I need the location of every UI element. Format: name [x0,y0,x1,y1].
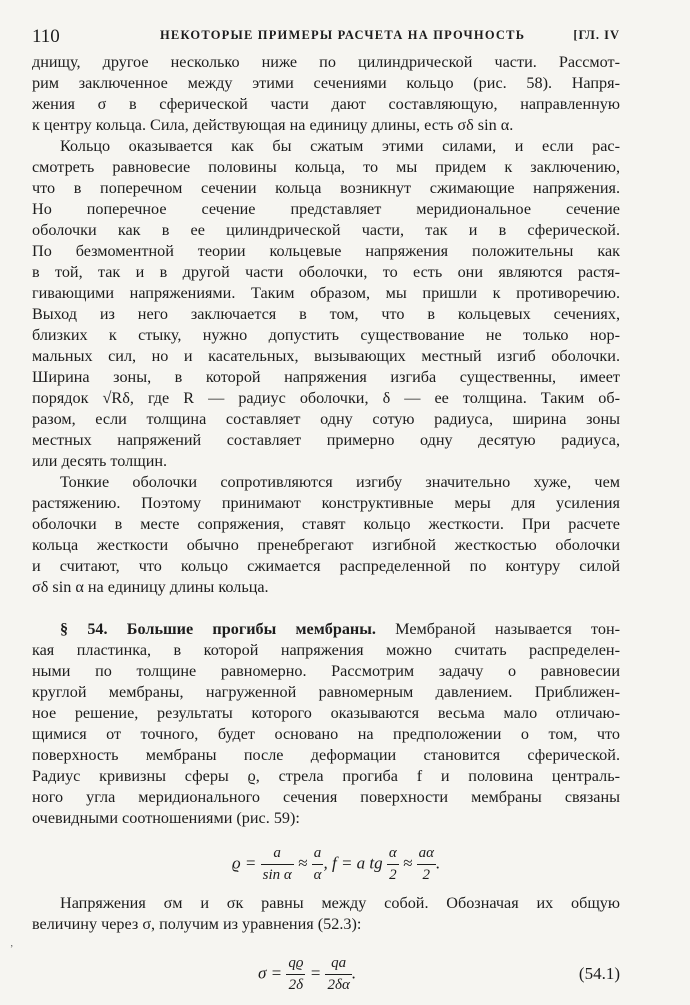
text-line: Напряжения σм и σк равны между собой. Обозначая их общую [60,894,620,912]
text-line: Радиус кривизны сферы ϱ, стрела прогиба f и половина централь- [32,767,620,785]
fraction: $\frac{qa}{2\delta\alpha}$ [327,955,350,993]
text-line: или десять толщин. [32,452,168,470]
text-line: днищу, другое несколько ниже по цилиндрической части. Рассмот- [32,53,620,71]
text-line: очевидными соотношениями (рис. 59): [32,809,300,827]
text-line: в той, так и в другой части оболочки, то есть они являются растя- [32,263,620,281]
text-line: круглой мембраны, нагруженной равномерным давлением. Приближен- [32,683,620,701]
text-line: Выход из него заключается в том, что в кольцевых сечениях, [32,305,620,323]
text-line: жения σ в сферической части дают составляющую, направленную [32,95,620,113]
section-54 [32,619,620,829]
text-line: что в поперечном сечении кольца возникнут сжимающие напряжения. [32,179,620,197]
text-line: рим заключенное между этими сечениями кольцо (рис. 58). Напря- [32,74,620,92]
fraction: $\frac{\alpha}{2}$ [388,845,397,883]
text-line: смотреть равновесие половины кольца, то мы придем к заключению, [32,158,620,176]
text-line: кольца жесткости обычно пренебрегают изгибной жесткостью оболочки [32,536,620,554]
text-line: и считают, что кольцо сжимается распределенной по контуру силой [32,557,620,575]
text-line: гивающими напряжениями. Таким образом, мы пришли к противоречию. [32,284,620,302]
text-line: σδ sin α на единицу длины кольца. [32,578,269,596]
section-heading: § 54. Большие прогибы мембраны. [60,620,376,638]
formula-54-1 [32,949,620,1005]
paragraph-2 [32,136,620,472]
paragraph-1 [32,52,620,136]
text-line: порядок √Rδ, где R — радиус оболочки, δ — ее толщина. Таким об- [32,389,620,407]
text-line: Кольцо оказывается как бы сжатым этими силами, и если рас- [60,137,620,155]
page-header [32,22,620,52]
book-page [32,22,620,1005]
margin-mark: ʼ [10,944,14,955]
text-line: оболочки в месте сопряжения, ставят кольцо жесткости. При расчете [32,515,620,533]
text-line: ное решение, результаты которого оказываются весьма мало отличаю- [32,704,620,722]
fraction: $\frac{a}{\alpha}$ [313,845,322,883]
running-title: НЕКОТОРЫЕ ПРИМЕРЫ РАСЧЕТА НА ПРОЧНОСТЬ [160,28,526,42]
text-line: кая пластинка, в которой напряжения можно считать распределен- [32,641,620,659]
text-line: мальных сил, но и касательных, вызывающих местный изгиб оболочки. [32,347,620,365]
text-line: близких к стыку, нужно допустить существование не только нор- [32,326,620,344]
text-line: величину через σ, получим из уравнения (52.3): [32,915,362,933]
formula-radius [32,837,620,893]
section-first-line-text: Мембраной называется тон- [395,620,621,638]
page-body [32,52,620,1005]
page-number: 110 [32,26,60,47]
text-line: оболочки как в ее цилиндрической части, так и в сферической. [32,221,620,239]
paragraph-3 [32,472,620,598]
text-line: поверхность мембраны после деформации становится сферической. [32,746,620,764]
fraction: $\frac{a\alpha}{2}$ [418,845,434,883]
text-line: По безмоментной теории кольцевые напряжения положительны как [32,242,620,260]
section-first-line [32,619,620,640]
equation-number: (54.1) [578,964,620,983]
fraction: $\frac{a}{\text{sin α}}$ [262,845,292,883]
text-line: к центру кольца. Сила, действующая на единицу длины, есть σδ sin α. [32,116,514,134]
text-line: растяжению. Поэтому принимают конструктивные меры для усиления [32,494,620,512]
text-line: разом, если толщина составляет одну сотую радиуса, ширина зоны [32,410,620,428]
formula-expression: ϱ = $\frac{a}{\text{sin α}}$ ≈ $\frac{a}{\alpha}$ , f = a tg $\frac{\alpha}{2}$ ≈ $\frac{a\alpha}{2}$ . [232,843,440,886]
text-line: Ширина зоны, в которой напряжения изгиба существенны, имеет [32,368,620,386]
fraction: $\frac{qϱ}{2\delta}$ [288,955,304,993]
text-line: ного угла меридионального сечения поверхности мембраны связаны [32,788,620,806]
text-line: Тонкие оболочки сопротивляются изгибу значительно хуже, чем [60,473,620,491]
text-line: щимися от точного, будет основано на предположении о том, что [32,725,620,743]
text-line: ными по толщине равномерно. Рассмотрим задачу о равновесии [32,662,620,680]
chapter-label: [ГЛ. IV [573,28,620,42]
text-line: Но поперечное сечение представляет меридиональное сечение [32,200,620,218]
formula-expression: σ = $\frac{qϱ}{2\delta}$ = $\frac{qa}{2\delta\alpha}$ . [258,953,356,996]
text-line: местных напряжений составляет примерно одну десятую радиуса, [32,431,620,449]
paragraph-4 [32,893,620,935]
